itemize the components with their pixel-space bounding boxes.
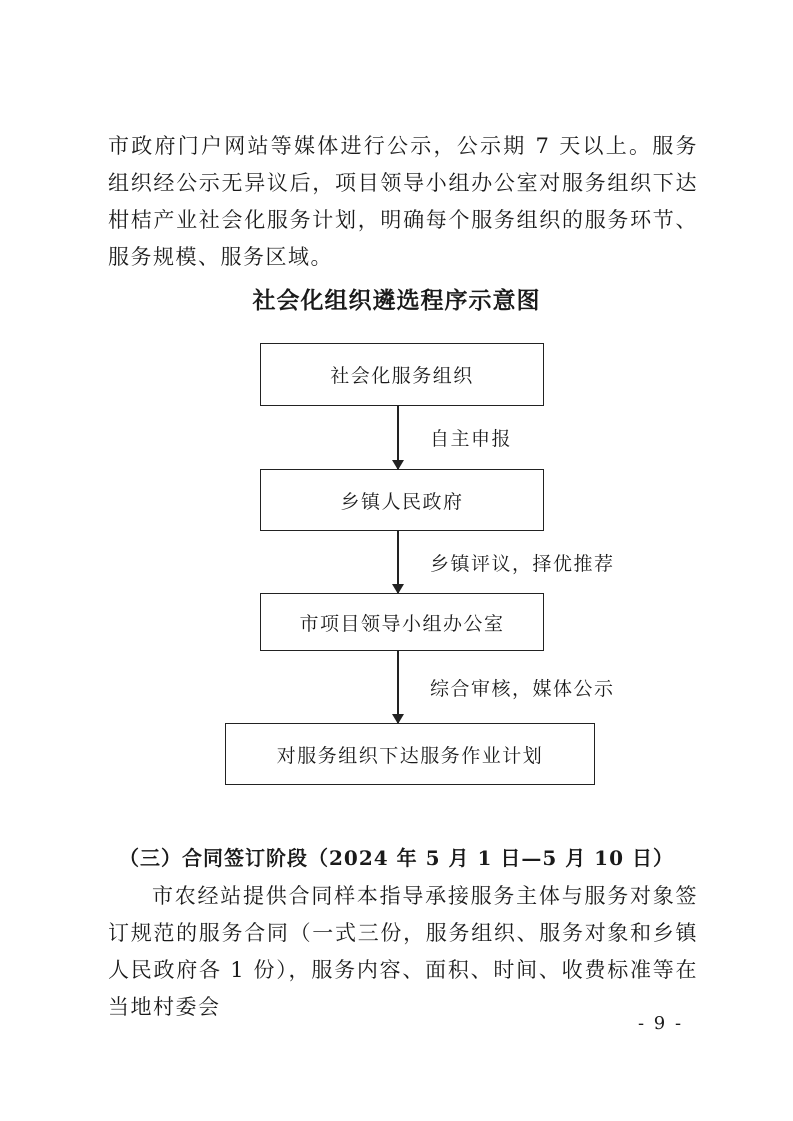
section-heading: （三）合同签订阶段（2024 年 5 月 1 日—5 月 10 日） — [119, 846, 674, 870]
flow-arrow-3 — [397, 651, 399, 723]
flow-box-social-service-org: 社会化服务组织 — [260, 343, 544, 406]
flow-arrow-1 — [397, 406, 399, 469]
flow-box-township-government: 乡镇人民政府 — [260, 469, 544, 531]
section-paragraph: 市农经站提供合同样本指导承接服务主体与服务对象签订规范的服务合同（一式三份，服务组织、服务对象和乡镇人民政府各 1 份），服务内容、面积、时间、收费标准等在当地村委会 — [108, 884, 698, 1019]
flow-label-comprehensive-audit: 综合审核，媒体公示 — [430, 678, 615, 700]
intro-paragraph: 市政府门户网站等媒体进行公示，公示期 7 天以上。服务组织经公示无异议后，项目领导小组办公室对服务组织下达柑桔产业社会化服务计划，明确每个服务组织的服务环节、服务规模、服务区域。 — [108, 134, 698, 269]
diagram-title: 社会化组织遴选程序示意图 — [252, 288, 541, 314]
flow-arrow-2 — [397, 531, 399, 593]
flow-label-township-review: 乡镇评议，择优推荐 — [430, 553, 615, 575]
flow-label-self-apply: 自主申报 — [430, 428, 513, 450]
page-number: - 9 - — [638, 1013, 684, 1034]
flow-box-issue-service-plan: 对服务组织下达服务作业计划 — [225, 723, 595, 785]
flow-box-city-project-office: 市项目领导小组办公室 — [260, 593, 544, 651]
